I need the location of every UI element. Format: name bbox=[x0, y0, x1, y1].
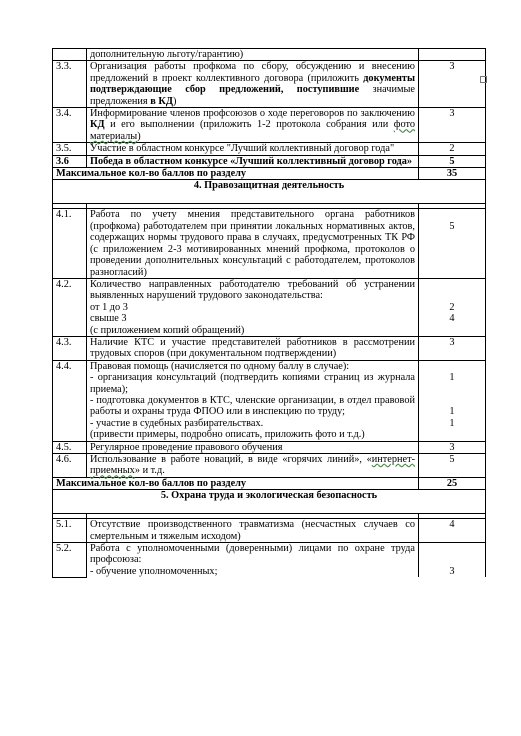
text-underlined: интернет-приемных bbox=[90, 454, 415, 477]
text-bold: КД bbox=[90, 119, 105, 131]
text-part: (привести примеры, подробно описать, приложить фото и т.д.) bbox=[90, 429, 365, 441]
row-text bbox=[87, 360, 419, 441]
margin-marker bbox=[480, 76, 487, 83]
table-row bbox=[53, 454, 486, 478]
row-text: Наличие КТС и участие представителей работников в рассмотрении трудовых споров (при документальном подтверждении) bbox=[87, 336, 419, 360]
text-part: значимые предложения bbox=[90, 84, 415, 107]
text-bold: документы подтверждающие сбор предложений, поступившие bbox=[90, 72, 415, 96]
row-text bbox=[87, 278, 419, 336]
row-number: 4.5. bbox=[53, 441, 87, 453]
points-value: 1 bbox=[449, 417, 455, 429]
points-value: 1 bbox=[449, 406, 455, 418]
row-number: 4.4. bbox=[53, 360, 87, 441]
text-part: - организация консультаций (подтвердить копиями страниц из журнала приема); bbox=[90, 372, 415, 395]
section-total-row bbox=[53, 477, 486, 489]
table-row bbox=[53, 543, 486, 578]
section-total-label: Максимальное кол-во баллов по разделу bbox=[53, 168, 419, 180]
table-row bbox=[53, 336, 486, 360]
row-points: 2 bbox=[419, 143, 486, 155]
points-value: 2 bbox=[449, 301, 455, 313]
table-row bbox=[53, 155, 486, 167]
row-text: Участие в областном конкурсе "Лучший коллективный договор года" bbox=[87, 143, 419, 155]
row-text: дополнительную льготу/гарантию) bbox=[87, 49, 419, 61]
row-text: Работа по учету мнения представительного органа работников (профкома) работодателем при принятии локальных нормативных актов, содержащих нормы трудового права в случаях, предусмотренных ТК РФ (с приложением 2-3 мотивированных мнений профкома, протоколов о проведении дополнительных консультаций с работодателем, протоколов разногласий) bbox=[87, 209, 419, 278]
points-value: 4 bbox=[449, 313, 455, 325]
table-row bbox=[53, 143, 486, 155]
text-part: Правовая помощь (начисляется по одному баллу в случае): bbox=[90, 360, 350, 372]
row-text bbox=[87, 543, 419, 578]
points-value: 3 bbox=[449, 565, 455, 577]
table-row bbox=[53, 108, 486, 143]
row-number: 3.6 bbox=[53, 155, 87, 167]
row-number: 5.2. bbox=[53, 543, 87, 578]
row-points bbox=[419, 49, 486, 61]
row-number: 4.6. bbox=[53, 454, 87, 478]
points-value: 1 bbox=[449, 372, 455, 384]
row-text bbox=[87, 108, 419, 143]
section-total-points: 35 bbox=[419, 168, 486, 180]
row-number: 5.1. bbox=[53, 519, 87, 543]
text-part: и его выполнении (приложить 1-2 протокола собрания или bbox=[104, 119, 394, 131]
row-points: 3 bbox=[419, 108, 486, 143]
row-points: 4 bbox=[419, 519, 486, 543]
row-text bbox=[87, 61, 419, 108]
section-total-points: 25 bbox=[419, 477, 486, 489]
row-number: 3.3. bbox=[53, 61, 87, 108]
row-points: 5 bbox=[419, 209, 486, 278]
text-part: Организация работы профкома по сбору, обсуждению и внесению предложений в проект коллективного договора (приложить bbox=[90, 61, 415, 84]
section-total-label: Максимальное кол-во баллов по разделу bbox=[53, 477, 419, 489]
row-text bbox=[87, 454, 419, 478]
section-heading-row bbox=[53, 490, 486, 514]
row-text: Победа в областном конкурсе «Лучший коллективный договор года» bbox=[87, 155, 419, 167]
note-text: (с приложением копий обращений) bbox=[90, 324, 245, 336]
text-part: » и т.д. bbox=[134, 465, 165, 477]
table-row bbox=[53, 519, 486, 543]
row-points: 3 bbox=[419, 441, 486, 453]
option-text: от 1 до 3 bbox=[90, 301, 128, 313]
table-row bbox=[53, 441, 486, 453]
row-points: 5 bbox=[419, 155, 486, 167]
row-number: 4.3. bbox=[53, 336, 87, 360]
text-part: Информирование членов профсоюзов о ходе переговоров по заключению bbox=[90, 108, 415, 120]
section-heading: 5. Охрана труда и экологическая безопасность bbox=[53, 490, 486, 514]
row-number bbox=[53, 49, 87, 61]
row-points: 5 bbox=[419, 454, 486, 478]
section-heading-row bbox=[53, 180, 486, 204]
text-part: ) bbox=[172, 95, 177, 107]
section-heading: 4. Правозащитная деятельность bbox=[53, 180, 486, 204]
table-row bbox=[53, 278, 486, 336]
text-bold: в КД bbox=[150, 95, 173, 107]
row-points bbox=[419, 543, 486, 578]
row-text: Регулярное проведение правового обучения bbox=[87, 441, 419, 453]
row-points: 3 bbox=[419, 61, 486, 108]
criteria-table bbox=[52, 48, 486, 578]
row-number: 3.5. bbox=[53, 143, 87, 155]
row-number: 4.1. bbox=[53, 209, 87, 278]
row-points bbox=[419, 278, 486, 336]
text-part: - обучение уполномоченных; bbox=[90, 565, 218, 577]
row-text: Отсутствие производственного травматизма (несчастных случаев со смертельным и тяжелым исходом) bbox=[87, 519, 419, 543]
row-points: 3 bbox=[419, 336, 486, 360]
text-part: - подготовка документов в КТС, членские организации, в отдел правовой работы и охраны труда ФПОО или в инспекцию по труду; bbox=[90, 394, 415, 418]
table-row bbox=[53, 209, 486, 278]
text-part: Количество направленных работодателю требований об устранении выявленных нарушений трудового законодательства: bbox=[90, 278, 415, 302]
text-part: - участие в судебных разбирательствах. bbox=[90, 417, 264, 429]
row-points bbox=[419, 360, 486, 441]
table-row bbox=[53, 360, 486, 441]
row-number: 3.4. bbox=[53, 108, 87, 143]
text-part: Работа с уполномоченными (доверенными) лицами по охране труда профсоюза: bbox=[90, 543, 415, 566]
table-row bbox=[53, 61, 486, 108]
text-underlined: фото материалы bbox=[90, 119, 415, 142]
row-number: 4.2. bbox=[53, 278, 87, 336]
option-text: свыше 3 bbox=[90, 313, 127, 325]
text-part: Использование в работе новаций, в виде «горячих линий», « bbox=[90, 454, 372, 465]
table-row bbox=[53, 49, 486, 61]
section-total-row bbox=[53, 168, 486, 180]
text-part: ) bbox=[137, 130, 141, 142]
